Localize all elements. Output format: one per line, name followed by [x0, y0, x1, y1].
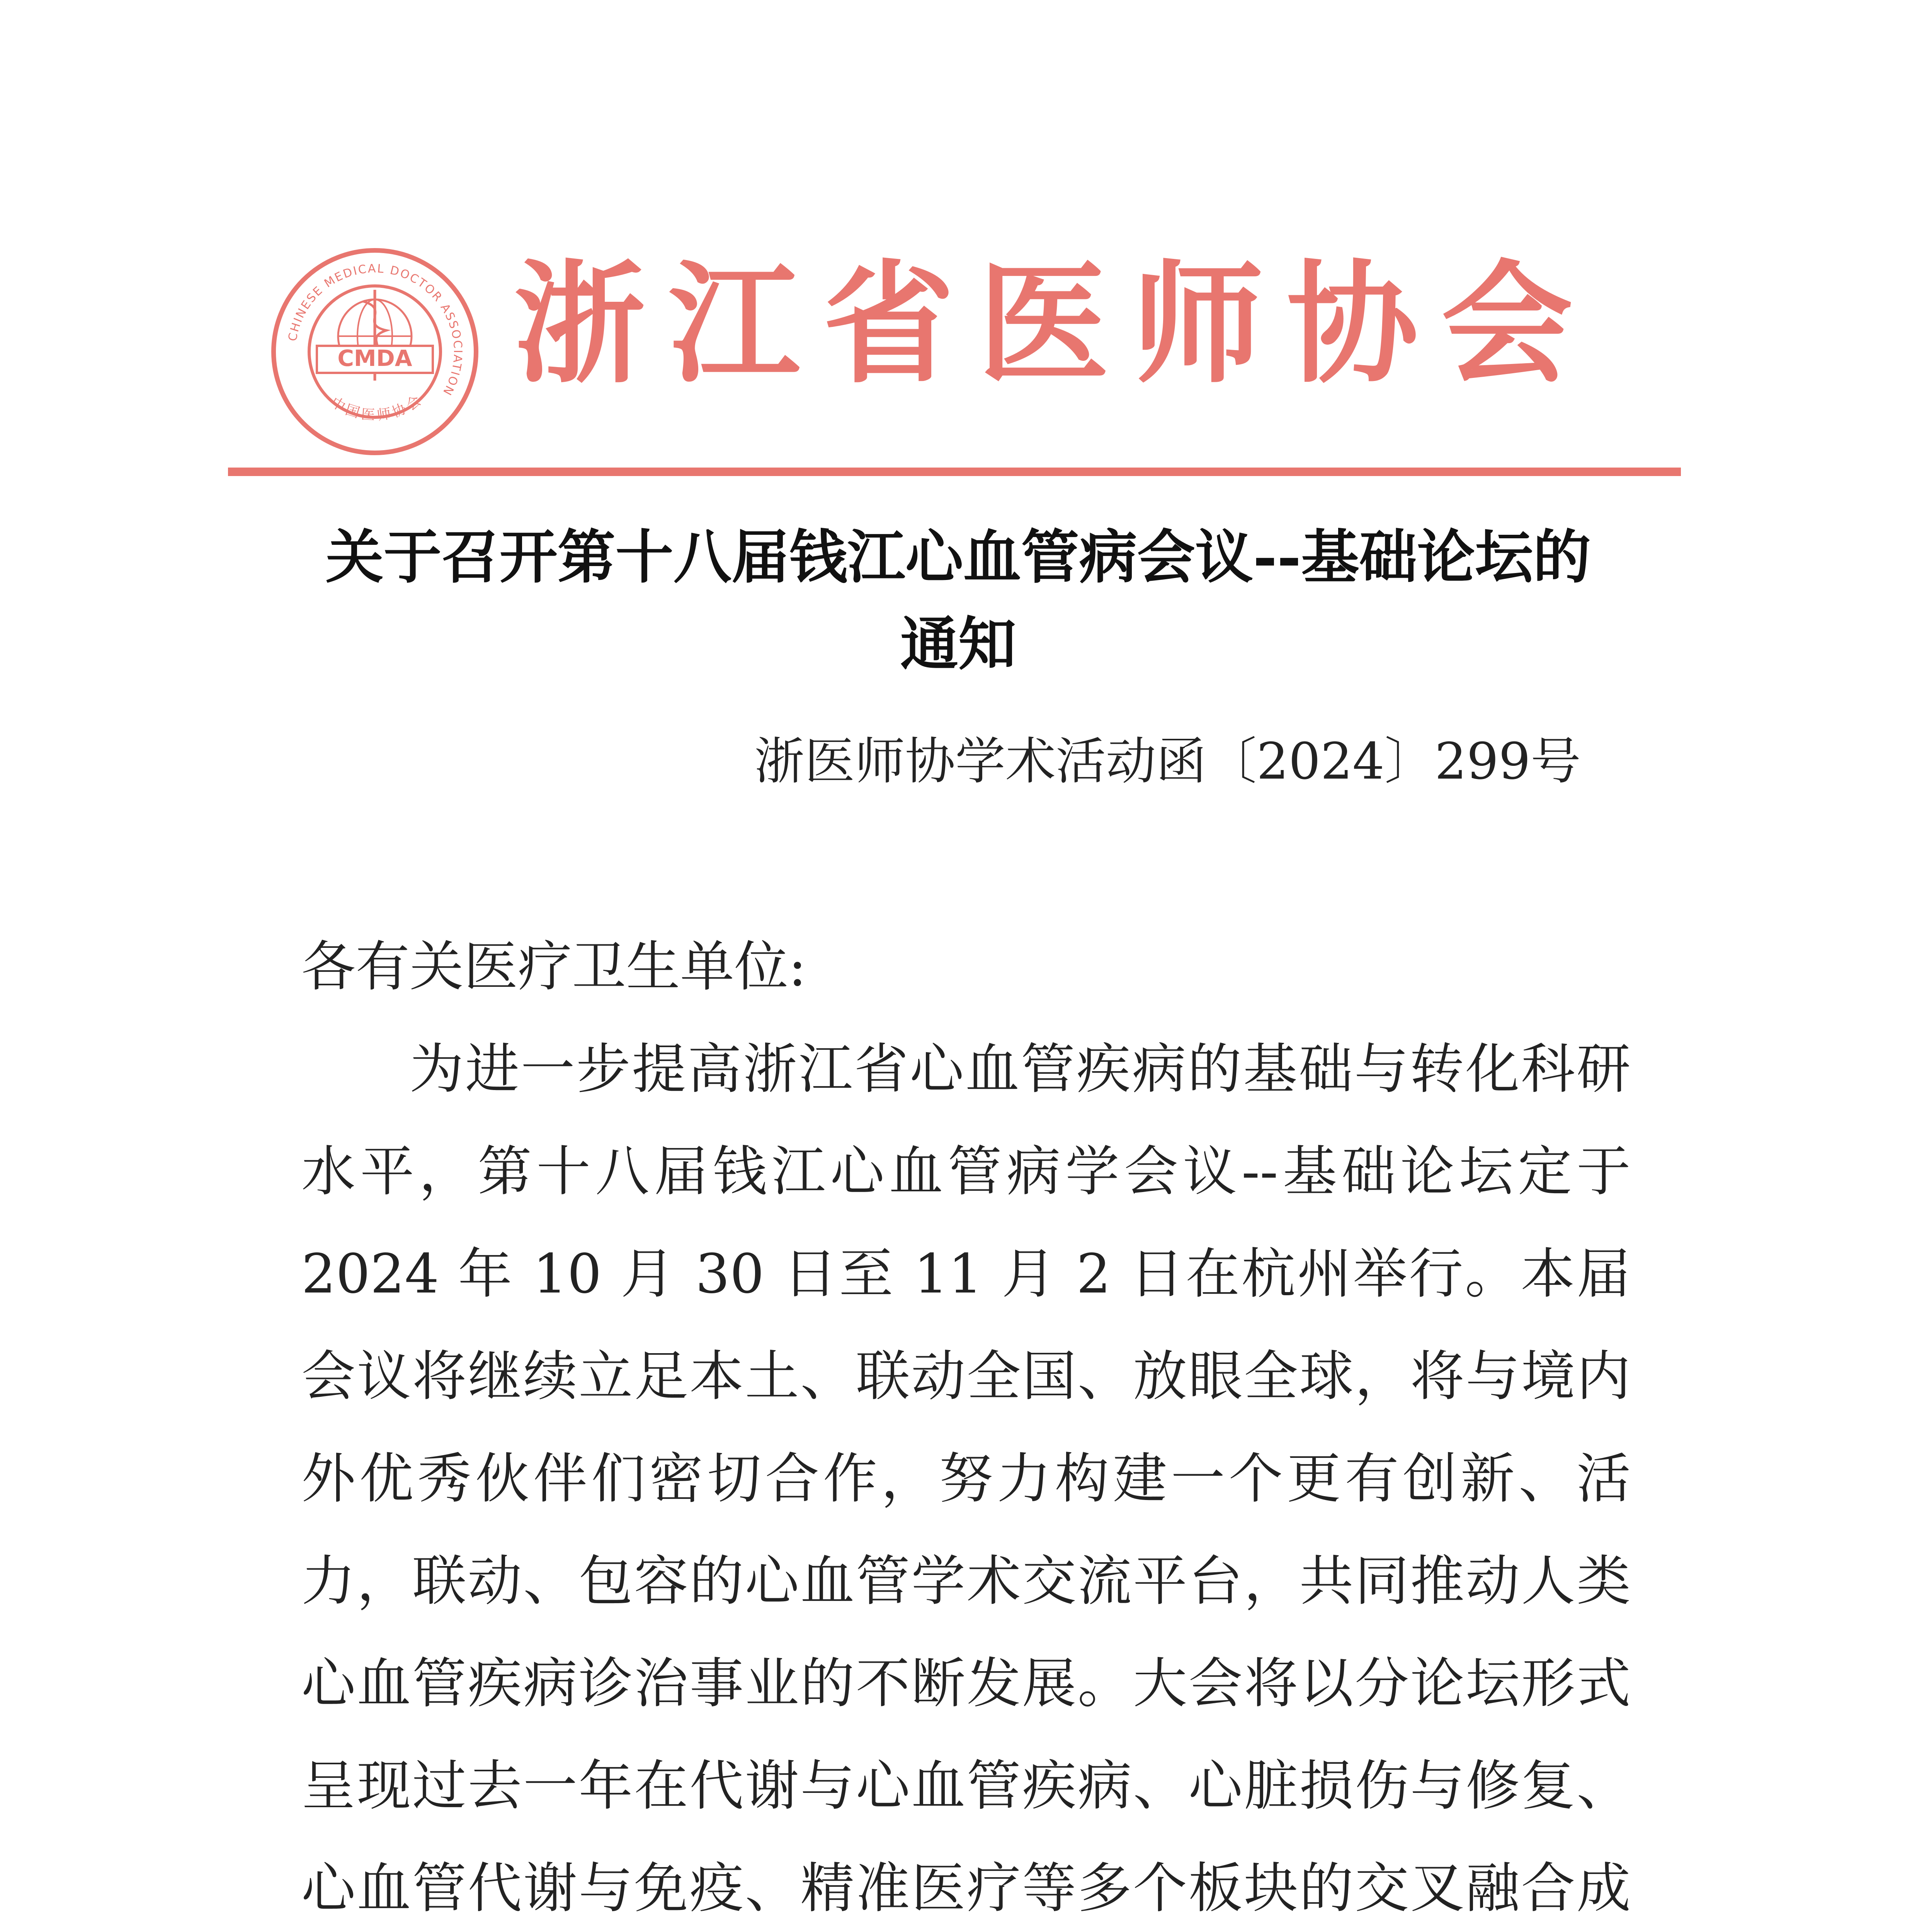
- notice-title-line2: 通知: [900, 610, 1016, 678]
- notice-title-line1: 关于召开第十八届钱江心血管病会议--基础论坛的: [325, 523, 1591, 591]
- letterhead-org-name: 浙江省医师协会: [514, 248, 1596, 401]
- notice-body: [301, 916, 1631, 1932]
- svg-text:中国医师协会: [328, 391, 427, 423]
- document-number: 浙医师协学术活动函〔2024〕299号: [754, 732, 1581, 791]
- letterhead-divider: [228, 468, 1681, 476]
- seal-bottom-text: 中国医师协会: [328, 391, 427, 424]
- salutation: 各有关医疗卫生单位:: [301, 935, 807, 998]
- seal-ring-text: CHINESE MEDICAL DOCTOR ASSOCIATION: [286, 262, 465, 398]
- cmda-seal-logo: [270, 247, 479, 456]
- seal-center-text: CMDA: [337, 345, 412, 371]
- intro-paragraph: 为进一步提高浙江省心血管疾病的基础与转化科研水平，第十八届钱江心血管病学会议--基础论坛定于 2024 年 10 月 30 日至 11 月 2 日在杭州举行。本届会议将继续立足本土、联动全国、放眼全球，将与境内外优秀伙伴们密切合作，努力构建一个更有创新、活力，联动、包容的心血管学术交流平台，共同推动人类心血管疾病诊治事业的不断发展。大会将以分论坛形式呈现过去一年在代谢与心血管疾病、心脏损伤与修复、心血管代谢与免疫、精准医疗等多个板块的交叉融合成: [301, 1038, 1631, 1920]
- notice-title: [232, 514, 1685, 688]
